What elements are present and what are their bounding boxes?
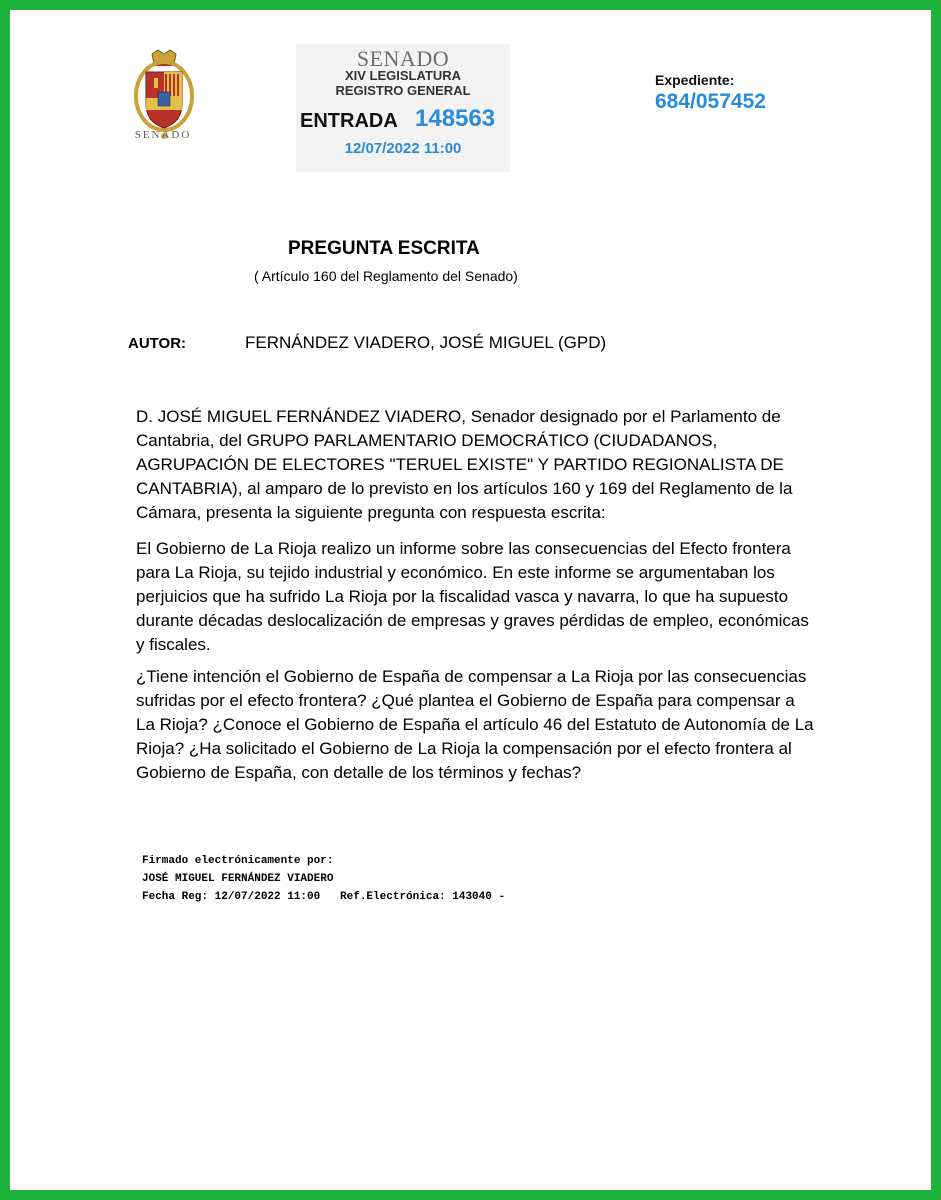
paragraph-introduction: D. JOSÉ MIGUEL FERNÁNDEZ VIADERO, Senador designado por el Parlamento de Cantabria, del GRUPO PARLAMENTARIO DEMOCRÁTICO (CIUDADANOS, AGRUPACIÓN DE ELECTORES "TERUEL EXISTE" Y PARTIDO REGIONALISTA DE CANTABRIA), al amparo de lo previsto en los artículos 160 y 169 del Reglamento de la Cámara, presenta la siguiente pregunta con respuesta escrita: — [136, 407, 793, 522]
paragraph-questions: ¿Tiene intención el Gobierno de España de compensar a La Rioja por las consecuencias sufridas por el efecto frontera? ¿Qué plantea el Gobierno de España para compensar a La Rioja? ¿Conoce el Gobierno de España el artículo 46 del Estatuto de Autonomía de La Rioja? ¿Ha solicitado el Gobierno de La Rioja la compensación por el efecto frontera al Gobierno de España, con detalle de los términos y fechas? — [136, 667, 814, 782]
signature-line-registration: Fecha Reg: 12/07/2022 11:00 Ref.Electrónica: 143040 - — [142, 891, 506, 903]
document-title: PREGUNTA ESCRITA — [288, 238, 480, 259]
senado-logo-caption: SENADO — [134, 129, 192, 141]
stamp-registry: REGISTRO GENERAL — [335, 83, 471, 98]
signature-line-signed-by: Firmado electrónicamente por: — [142, 855, 334, 867]
stamp-institution: SENADO — [356, 46, 450, 71]
expediente-label: Expediente: — [655, 72, 735, 88]
author-name: FERNÁNDEZ VIADERO, JOSÉ MIGUEL (GPD) — [245, 333, 607, 352]
signature-line-name: JOSÉ MIGUEL FERNÁNDEZ VIADERO — [142, 873, 334, 885]
registry-stamp — [296, 44, 510, 172]
stamp-datetime: 12/07/2022 11:00 — [344, 140, 462, 157]
expediente-number: 684/057452 — [655, 90, 766, 113]
stamp-entry-number: 148563 — [415, 105, 496, 132]
stamp-entry-label: ENTRADA — [300, 110, 398, 132]
document-subtitle: ( Artículo 160 del Reglamento del Senado) — [254, 268, 518, 284]
paragraph-context: El Gobierno de La Rioja realizo un informe sobre las consecuencias del Efecto frontera para La Rioja, su tejido industrial y económico. En este informe se argumentaban los perjuicios que ha sufrido La Rioja por la fiscalidad vasca y navarra, lo que ha supuesto durante décadas deslocalización de empresas y graves pérdidas de empleo, económicas y fiscales. — [136, 539, 809, 654]
stamp-legislature: XIV LEGISLATURA — [344, 68, 462, 83]
author-label: AUTOR: — [128, 335, 187, 352]
